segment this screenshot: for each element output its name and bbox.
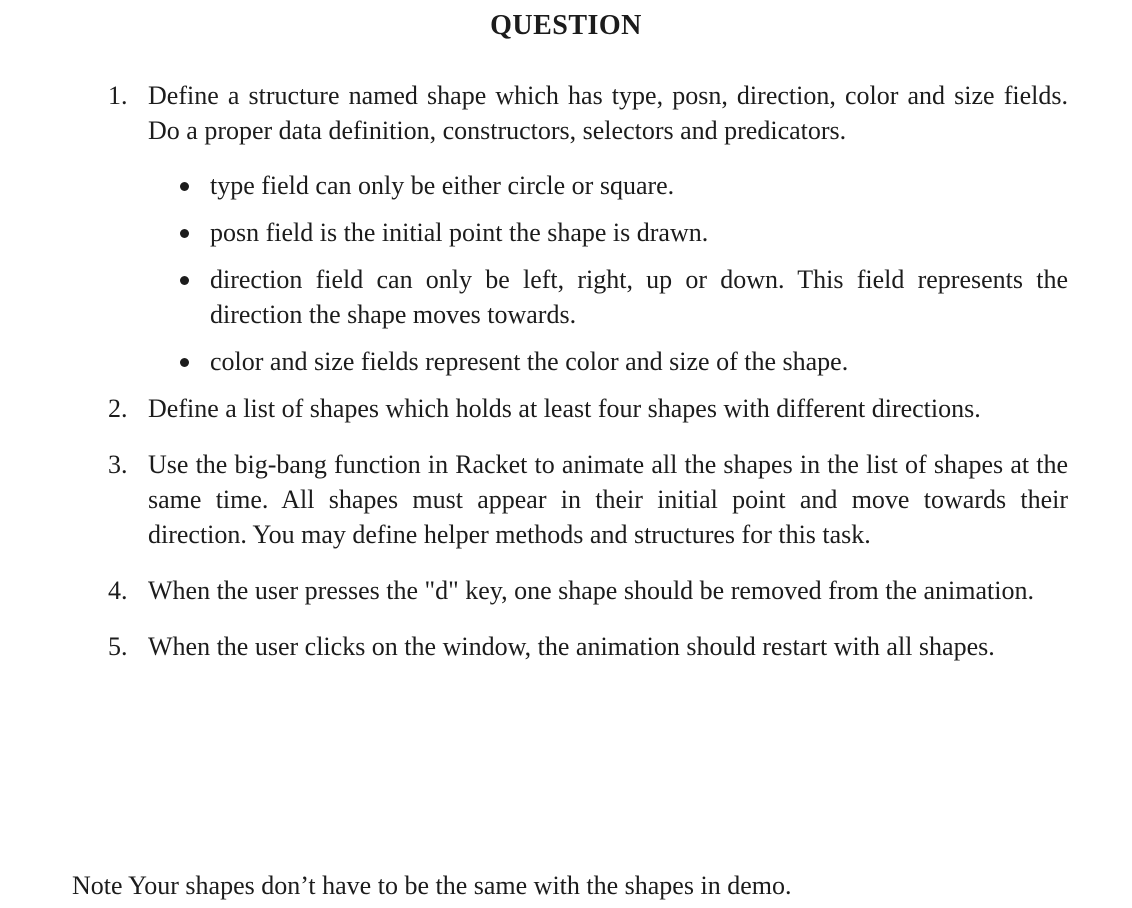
bullet-text: direction field can only be left, right, up or down. This field represents the direction the shape moves towards. (210, 265, 1068, 329)
question-text: Define a list of shapes which holds at least four shapes with different directions. (148, 394, 981, 423)
list-item-question-1 (108, 78, 1068, 379)
bullet-list (148, 168, 1068, 379)
bullet-item (210, 262, 1068, 332)
question-number: 4. (108, 576, 128, 605)
question-number: 1. (108, 81, 128, 110)
bullet-dot-icon (180, 229, 189, 238)
question-text: Define a structure named shape which has type, posn, direction, color and size fields. Do a proper data definition, constructors, selectors and predicators. (148, 81, 1068, 145)
bullet-dot-icon (180, 182, 189, 191)
question-text: When the user presses the "d" key, one shape should be removed from the animation. (148, 576, 1034, 605)
question-number: 5. (108, 632, 128, 661)
question-text: Use the big-bang function in Racket to animate all the shapes in the list of shapes at the same time. All shapes must appear in their initial point and move towards their direction. You may define helper methods and structures for this task. (148, 450, 1068, 549)
bullet-text: type field can only be either circle or square. (210, 171, 675, 200)
question-list (108, 78, 1068, 664)
page-title: QUESTION (490, 10, 642, 41)
bullet-dot-icon (180, 358, 189, 367)
bullet-item (210, 215, 1068, 250)
list-item-question-5 (108, 629, 1068, 664)
question-number: 3. (108, 450, 128, 479)
list-item-question-4 (108, 573, 1068, 608)
bullet-text: posn field is the initial point the shape is drawn. (210, 218, 709, 247)
question-text: When the user clicks on the window, the animation should restart with all shapes. (148, 632, 995, 661)
bullet-text: color and size fields represent the color and size of the shape. (210, 347, 849, 376)
question-number: 2. (108, 394, 128, 423)
bullet-item (210, 168, 1068, 203)
list-item-question-2 (108, 391, 1068, 426)
bullet-dot-icon (180, 276, 189, 285)
bullet-item (210, 344, 1068, 379)
list-item-question-3 (108, 447, 1068, 552)
note-text: Note Your shapes don’t have to be the same with the shapes in demo. (72, 871, 792, 900)
